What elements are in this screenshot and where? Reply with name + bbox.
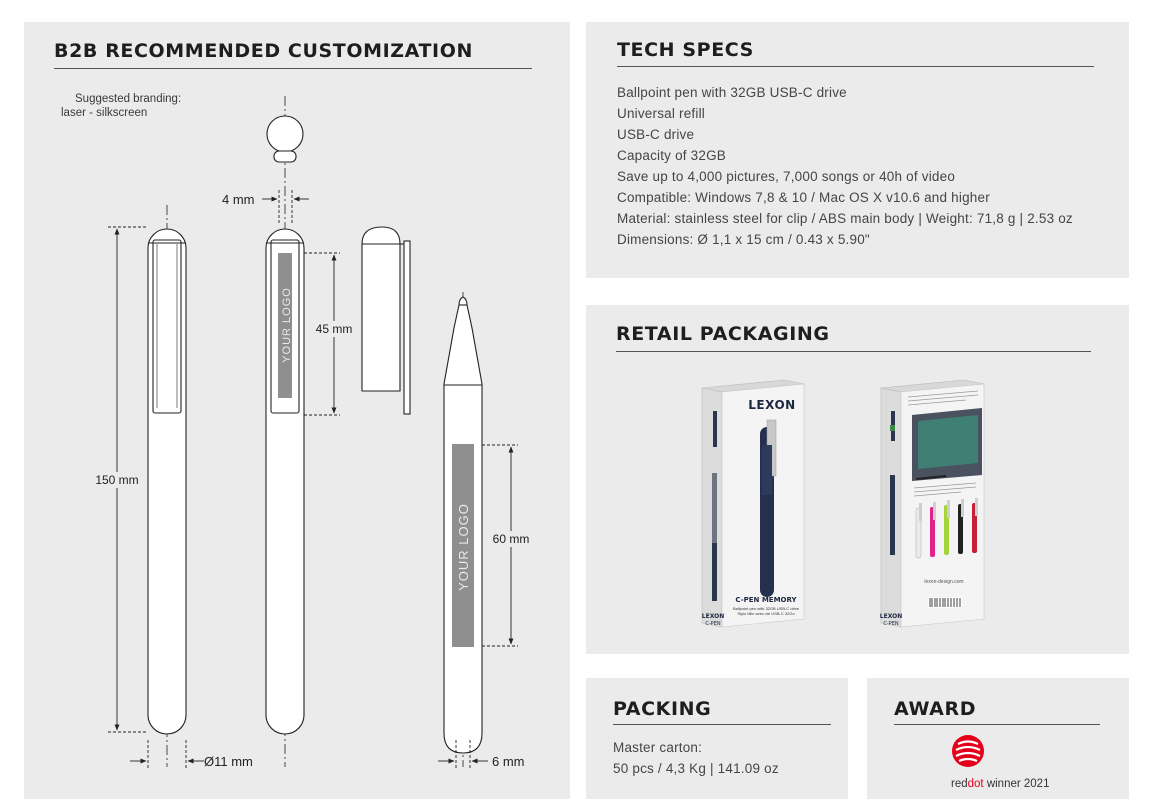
award-rule: [894, 724, 1100, 725]
dimension-cap-width-label: 4 mm: [222, 192, 255, 207]
box-side-brand: LEXON: [701, 613, 725, 620]
reddot-logo-icon: [950, 733, 986, 769]
branding-line-2: laser - silkscreen: [61, 107, 148, 119]
dimension-length-label: 150 mm: [95, 473, 139, 487]
packing-line-2: 50 pcs / 4,3 Kg | 141.09 oz: [613, 761, 779, 776]
spec-item: Compatible: Windows 7,8 & 10 / Mac OS X v10.6 and higher: [617, 190, 990, 205]
spec-item: Material: stainless steel for clip / ABS main body | Weight: 71,8 g | 2.53 oz: [617, 211, 1073, 226]
award-brand-red: red: [951, 778, 968, 790]
cap-logo-text: YOUR LOGO: [281, 287, 293, 363]
customization-panel: [24, 22, 570, 799]
tech-specs-title: TECH SPECS: [617, 39, 754, 61]
award-panel: [867, 678, 1129, 799]
box-side-product: C-PEN: [705, 621, 721, 627]
dimension-diameter-label: Ø11 mm: [204, 754, 253, 769]
box-back-url: lexon-design.com: [924, 579, 964, 585]
tech-specs-list: [617, 82, 1073, 250]
tech-specs-panel: [586, 22, 1129, 278]
dimension-tip-label: 6 mm: [492, 754, 525, 769]
packing-panel: [586, 678, 848, 799]
pen-front-view: [148, 205, 186, 767]
spec-item: Capacity of 32GB: [617, 148, 727, 163]
retail-box-images: [586, 305, 1129, 654]
spec-item: Save up to 4,000 pictures, 7,000 songs or 40h of video: [617, 169, 956, 184]
award-brand-dot: dot: [967, 778, 984, 790]
box-back-side-brand: LEXON: [879, 613, 903, 620]
box-product-sub-1: Ballpoint pen with 32GB USB-C drive: [732, 606, 800, 611]
packing-line-1: Master carton:: [613, 740, 703, 755]
tech-specs-rule: [617, 66, 1094, 67]
award-caption: [951, 777, 1049, 791]
retail-packaging-title: RETAIL PACKAGING: [616, 323, 830, 345]
spec-item: USB-C drive: [617, 127, 695, 142]
dimension-cap-width: [262, 190, 309, 224]
dimension-logo-cap-label: 45 mm: [315, 322, 353, 336]
spec-item: Dimensions: Ø 1,1 x 15 cm / 0.43 x 5.90": [617, 232, 870, 247]
retail-box-front: [702, 380, 804, 627]
barrel-logo-text: YOUR LOGO: [456, 503, 471, 591]
customization-title: B2B RECOMMENDED CUSTOMIZATION: [54, 40, 473, 62]
packing-rule: [613, 724, 831, 725]
spec-item: Ballpoint pen with 32GB USB-C drive: [617, 85, 847, 100]
box-product-sub-2: Stylo bille avec clé USB-C 32Go: [737, 611, 795, 616]
spec-item: Universal refill: [617, 106, 705, 121]
pen-technical-drawing: [24, 22, 570, 799]
box-brand: LEXON: [748, 398, 796, 412]
dimension-logo-body-label: 60 mm: [492, 532, 530, 546]
cap-side-view: [362, 227, 410, 414]
branding-line-1: Suggested branding:: [75, 93, 182, 105]
pen-cap-logo-view: [266, 96, 304, 767]
award-title: AWARD: [894, 698, 977, 720]
packing-title: PACKING: [613, 698, 712, 720]
box-back-side-product: C-PEN: [883, 621, 899, 627]
award-suffix: winner 2021: [983, 778, 1050, 790]
retail-packaging-panel: [586, 305, 1129, 654]
box-product-name: C-PEN MEMORY: [735, 596, 797, 604]
retail-box-back: [880, 380, 984, 627]
